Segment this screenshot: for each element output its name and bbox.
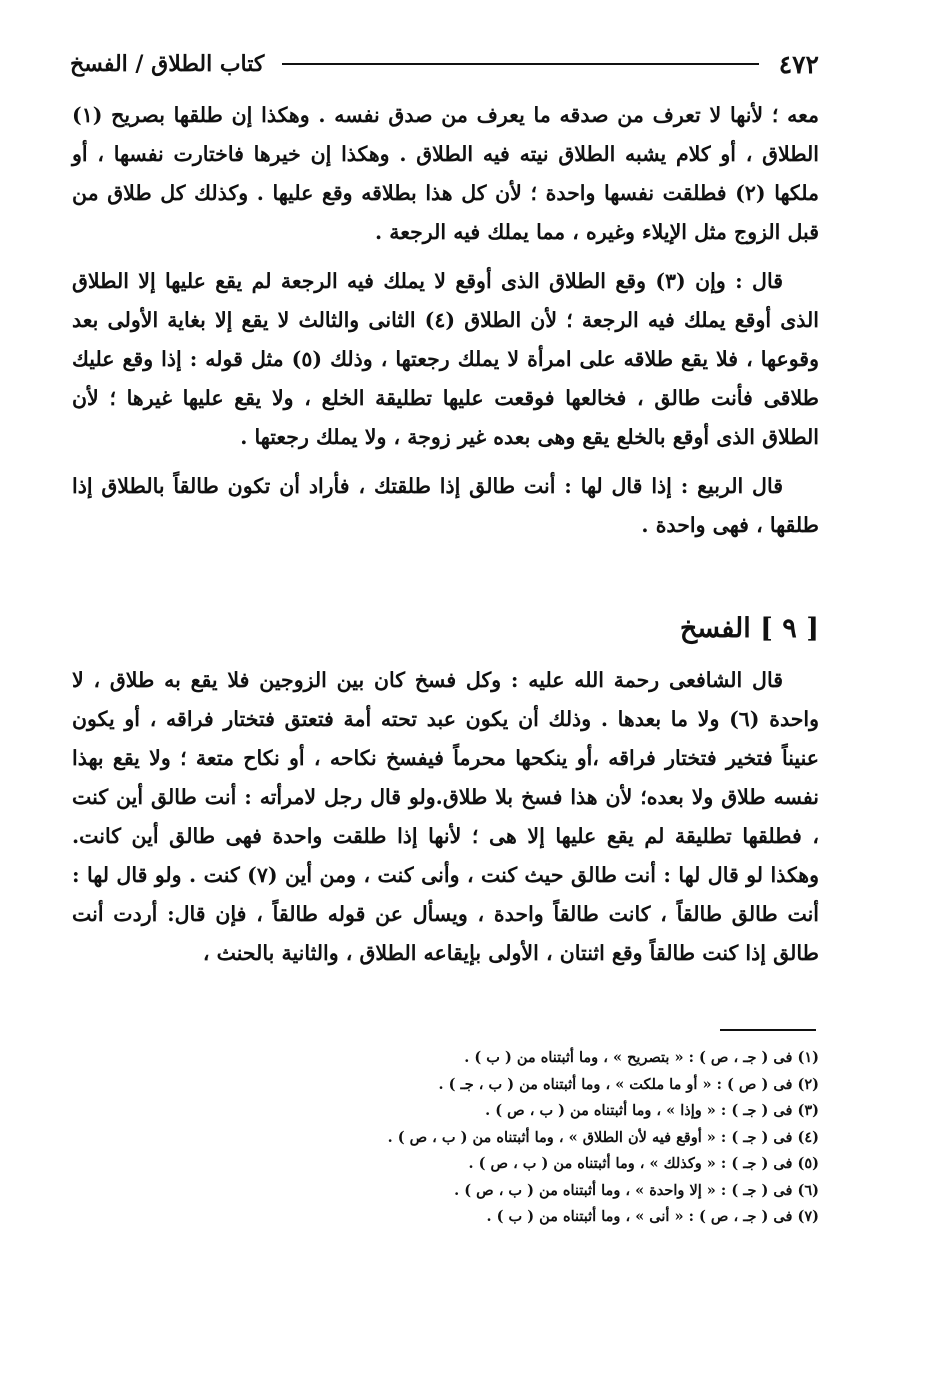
paragraph-text: قال الربيع : إذا قال لها : أنت طالق إذا طلقتك ، فأراد أن تكون طالقاً بالطلاق إذا طلقها ، فهى واحدة . <box>72 474 819 537</box>
paragraph-text: معه ؛ لأنها لا تعرف من صدقه ما يعرف من صدق نفسه . وهكذا إن طلقها بصريح (١) الطلاق ، أو كلام يشبه الطلاق نيته فيه الطلاق . وهكذا إن خيرها فاختارت نفسها ، أو ملكها (٢) فطلقت نفسها واحدة ؛ لأن كل هذا بطلاقه وقع عليها . وكذلك كل طلاق من قبل الزوج مثل الإيلاء وغيره ، مما يملك فيه الرجعة . <box>72 103 819 244</box>
paragraph-lead: قال الشافعى رحمة الله عليه : <box>510 668 783 692</box>
footnote-rule <box>720 1029 816 1031</box>
page-header <box>70 44 819 84</box>
paragraph-text: وكل فسخ كان بين الزوجين فلا يقع به طلاق ، لا واحدة (٦) ولا ما بعدها . وذلك أن يكون عبد تحته أمة فتعتق فتختار فراقه ، أو يكون عنيناً فتخير فتختار فراقه ،أو ينكحها محرماً فيفسخ نكاحه ، أو نكاح متعة ؛ ولا يقع بهذا نفسه طلاق ولا بعده؛ لأن هذا فسخ بلا طلاق.ولو قال رجل لامرأته : أنت طالق أين كنت ، فطلقها تطليقة لم يقع عليها إلا هى ؛ لأنها إذا طلقت واحدة فهى طالق أين كانت. وهكذا لو قال لها : أنت طالق حيث كنت ، وأنى كنت ، ومن أين (٧) كنت . ولو قال لها : أنت طالق طالقاً ، كانت طالقاً واحدة ، ويسأل عن قوله طالقاً ، فإن قال: أردت أنت طالق إذا كنت طالقاً وقع اثنتان ، الأولى بإيقاعه الطلاق ، والثانية بالحنث ، <box>72 668 819 965</box>
paragraph <box>72 262 819 457</box>
paragraph <box>72 467 819 545</box>
footnote: (٧) فى ( جـ ، ص ) : « أنى » ، وما أثبتناه من ( ب ) . <box>486 1208 819 1225</box>
footnotes <box>200 1045 819 1231</box>
page-number: ٤٧٢ <box>778 49 819 79</box>
footnote: (٣) فى ( جـ ) : « وإذا » ، وما أثبتناه من ( ب ، ص ) . <box>485 1102 819 1119</box>
paragraph-text: وإن (٣) وقع الطلاق الذى أوقع لا يملك فيه الرجعة لم يقع عليها إلا الطلاق الذى أوقع يملك فيه الرجعة ؛ لأن الطلاق (٤) الثانى والثالث لا يقع إلا بغاية الأولى بعد وقوعها ، فلا يقع طلاقه على امرأة لا يملك رجعتها ، وذلك (٥) مثل قوله : إذا وقع عليك طلاقى فأنت طالق ، فخالعها فوقعت عليها تطليقة الخلع ، ولا يقع عليها غيرها ؛ لأن الطلاق الذى أوقع بالخلع يقع وهى بعده غير زوجة ، ولا يملك رجعتها . <box>72 269 819 449</box>
header-rule <box>282 63 758 65</box>
footnote: (٢) فى ( ص ) : « أو ما ملكت » ، وما أثبتناه من ( ب ، جـ ) . <box>438 1075 819 1093</box>
paragraph <box>72 661 819 973</box>
footnote: (١) فى ( جـ ، ص ) : « بتصريح » ، وما أثبتناه من ( ب ) . <box>464 1049 819 1066</box>
footnote: (٤) فى ( جـ ) : « أوقع فيه لأن الطلاق » ، وما أثبتناه من ( ب ، ص ) . <box>387 1128 819 1146</box>
section-heading: [ ٩ ] الفسخ <box>679 613 819 644</box>
footnote: (٥) فى ( جـ ) : « وكذلك » ، وما أثبتناه من ( ب ، ص ) . <box>468 1155 819 1172</box>
footnote: (٦) فى ( جـ ) : « إلا واحدة » ، وما أثبتناه من ( ب ، ص ) . <box>454 1181 819 1199</box>
paragraph-lead: قال : <box>735 269 783 293</box>
running-title: كتاب الطلاق / الفسخ <box>70 51 265 77</box>
main-text <box>72 96 819 983</box>
paragraph <box>72 96 819 252</box>
